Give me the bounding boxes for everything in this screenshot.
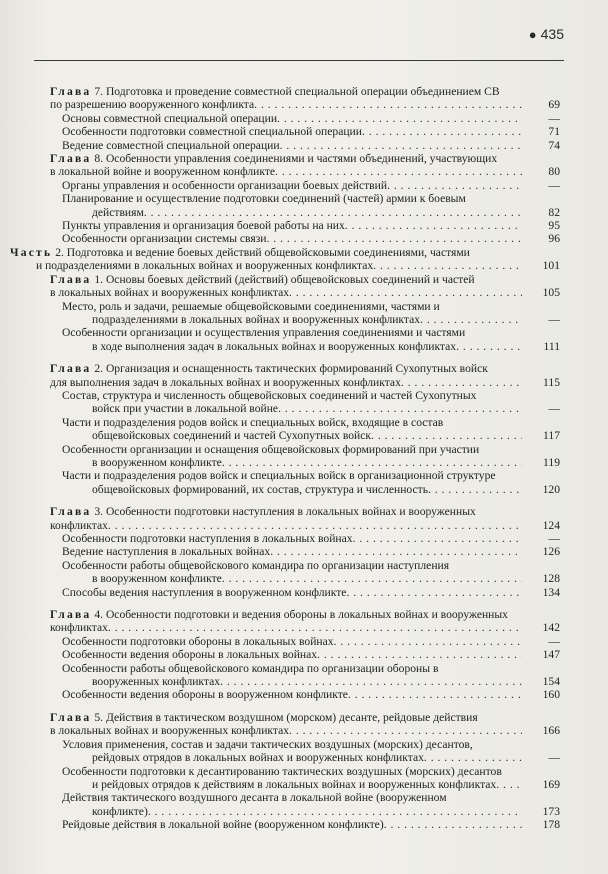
toc-entry-title: Особенности ведения обороны в локальных войнах — [62, 648, 318, 662]
toc-page-number: 142 — [542, 621, 560, 635]
dot-leader — [289, 724, 522, 737]
toc-spacer — [10, 496, 560, 505]
toc-entry-title: 8. Особенности управления соединениями и частями объединений, участвующих — [94, 152, 498, 166]
toc-page-number: 95 — [548, 219, 560, 233]
toc-entry-title: Особенности подготовки наступления в локальных войнах — [62, 532, 353, 545]
toc-entry-title: Место, роль и задачи, решаемые общевойсковыми соединениями, частями и — [62, 299, 440, 313]
toc-section-entry[interactable] — [10, 192, 560, 219]
toc-entry-title: Части и подразделения родов войск и специальных войск в организационной структуре — [62, 469, 496, 483]
toc-page-number: 178 — [542, 818, 560, 832]
toc-chapter-entry[interactable] — [10, 152, 560, 179]
toc-section-entry[interactable] — [10, 586, 560, 599]
toc-entry-title: по разрешению вооруженного конфликта — [50, 98, 255, 112]
toc-entry-title: Особенности ведения обороны в вооруженном конфликте — [62, 688, 348, 702]
toc-entry-title: 4. Особенности подготовки и ведения обороны в локальных войнах и вооруженных — [94, 608, 508, 622]
toc-page-number: 166 — [542, 724, 560, 738]
toc-entry-title: 7. Подготовка и проведение совместной специальной операции объединением СВ — [94, 85, 500, 98]
toc-entry-title: Действия тактического воздушного десанта в локальной войне (вооруженном — [62, 791, 447, 805]
toc-section-entry[interactable] — [10, 326, 560, 353]
dot-leader — [348, 688, 522, 701]
toc-entry-title: Ведение совместной специальной операции — [62, 138, 280, 152]
toc-entry-title: 1. Основы боевых действий (действий) общевойсковых соединений и частей — [94, 272, 475, 286]
toc-part-entry[interactable] — [10, 246, 560, 273]
toc-page-number: 82 — [548, 205, 560, 219]
toc-entry-title: Особенности подготовки к десантированию тактических воздушных (морских) десантов — [62, 764, 502, 778]
toc-entry-title: Органы управления и особенности организации боевых действий — [62, 178, 388, 192]
toc-spacer — [10, 599, 560, 608]
toc-entry-title: Условия применения, состав и задачи тактических воздушных (морских) десантов, — [62, 737, 473, 751]
toc-page-number: 117 — [543, 429, 560, 443]
toc-entry-title: и рейдовых отрядов к действиям в локальных войнах и вооруженных конфликтах — [92, 777, 497, 791]
toc-entry-title: в вооруженном конфликте — [92, 455, 222, 469]
dot-leader — [496, 778, 522, 791]
toc-entry-title: Ведение наступления в локальных войнах — [62, 545, 271, 559]
toc-section-entry[interactable] — [10, 791, 560, 818]
toc-page-number: 128 — [542, 572, 560, 586]
toc-entry-title: в ходе выполнения задач в локальных войнах и вооруженных конфликтах — [92, 339, 457, 353]
toc-entry-title: Особенности организации и оснащения общевойсковых формирований при участии — [62, 442, 480, 456]
toc-entry-title: 2. Организация и оснащенность тактических формирований Сухопутных войск — [94, 362, 488, 376]
dot-leader — [277, 112, 522, 125]
dot-leader — [373, 259, 522, 272]
toc-entry-title: общевойсковых соединений и частей Сухопутных войск — [92, 429, 372, 443]
toc-page-number: 115 — [543, 375, 560, 389]
dot-leader — [275, 165, 522, 178]
dot-leader — [280, 139, 522, 152]
toc-section-entry[interactable] — [10, 662, 560, 689]
toc-entry-prefix: Глава — [50, 505, 92, 519]
dot-leader — [289, 286, 522, 299]
dot-leader — [220, 675, 522, 688]
toc-page-number: 69 — [548, 98, 560, 112]
toc-page-number: — — [548, 402, 560, 416]
toc-entry-title: Особенности подготовки обороны в локальных войнах — [62, 634, 334, 648]
dot-leader — [108, 519, 522, 532]
toc-entry-title: конфликтах — [50, 621, 108, 635]
toc-entry-title: 2. Подготовка и ведение боевых действий общевойсковыми соединениями, частями — [55, 245, 470, 259]
toc-section-entry[interactable] — [10, 125, 560, 138]
toc-entry-title: Части и подразделения родов войск и специальных войск, входящие в состав — [62, 415, 444, 429]
toc-section-entry[interactable] — [10, 443, 560, 470]
toc-entry-title: Рейдовые действия в локальной войне (вооруженном конфликте) — [62, 818, 384, 832]
dot-leader — [222, 572, 522, 585]
toc-entry-title: в локальной войне и вооруженном конфликте — [50, 165, 276, 179]
toc-entry-title: и подразделениями в локальных войнах и вооруженных конфликтах — [36, 259, 374, 273]
toc-page-number: 120 — [542, 482, 560, 496]
dot-leader — [420, 313, 522, 326]
dot-leader — [345, 219, 522, 232]
toc-entry-title: в локальных войнах и вооруженных конфликтах — [50, 286, 290, 300]
toc-spacer — [10, 702, 560, 711]
toc-entry-title: Особенности работы общевойскового командира по организации наступления — [62, 558, 450, 572]
toc-page-number: 74 — [548, 138, 560, 152]
toc-page-number: 71 — [548, 125, 560, 139]
toc-section-entry[interactable] — [10, 469, 560, 496]
toc-page-number: — — [548, 178, 560, 192]
dot-leader — [148, 805, 522, 818]
toc-entry-title: Основы совместной специальной операции — [62, 111, 278, 125]
toc-entry-prefix: Глава — [50, 362, 92, 376]
toc-section-entry[interactable] — [10, 545, 560, 558]
toc-section-entry[interactable] — [10, 416, 560, 443]
toc-section-entry[interactable] — [10, 765, 560, 792]
dot-leader — [424, 751, 522, 764]
toc-page-number: — — [548, 634, 560, 648]
toc-entry-title: 5. Действия в тактическом воздушном (морском) десанте, рейдовые действия — [94, 710, 478, 724]
dot-leader — [254, 98, 522, 111]
dot-leader — [456, 340, 522, 353]
toc-entry-title: рейдовых отрядов в локальных войнах и вооруженных конфликтах — [92, 751, 424, 765]
toc-page-number: 80 — [548, 165, 560, 179]
dot-leader — [362, 125, 522, 138]
dot-leader — [266, 232, 522, 245]
dot-leader — [317, 648, 522, 661]
toc-entry-prefix: Глава — [50, 152, 92, 166]
toc-entry-prefix: Глава — [50, 272, 92, 286]
toc-section-entry[interactable] — [10, 635, 560, 648]
toc-entry-title: подразделениями в локальных войнах и вооруженных конфликтах — [92, 312, 421, 326]
toc-entry-title: действиям — [92, 205, 144, 219]
page-number: 435 — [540, 26, 564, 42]
toc-section-entry[interactable] — [10, 179, 560, 192]
bullet-icon: ● — [528, 27, 537, 42]
toc-section-entry[interactable] — [10, 648, 560, 661]
toc-chapter-entry[interactable] — [10, 608, 560, 635]
toc-page-number: 147 — [542, 648, 560, 662]
toc-page-number: 101 — [542, 259, 560, 273]
toc-page-number: — — [548, 532, 560, 545]
toc-entry-title: Пункты управления и организация боевой работы на них — [62, 219, 345, 233]
toc-page-number: 105 — [542, 286, 560, 300]
table-of-contents — [10, 85, 560, 832]
header-rule — [34, 60, 564, 61]
toc-chapter-entry[interactable] — [10, 273, 560, 300]
toc-page-number: 173 — [542, 804, 560, 818]
dot-leader — [401, 376, 522, 389]
dot-leader — [371, 429, 522, 442]
dot-leader — [384, 818, 522, 831]
dot-leader — [278, 402, 522, 415]
dot-leader — [353, 532, 522, 545]
toc-section-entry[interactable] — [10, 300, 560, 327]
dot-leader — [270, 545, 522, 558]
dot-leader — [334, 635, 522, 648]
toc-page-number: 126 — [542, 545, 560, 559]
toc-spacer — [10, 353, 560, 362]
toc-section-entry[interactable] — [10, 232, 560, 245]
dot-leader — [387, 179, 522, 192]
toc-section-entry[interactable] — [10, 559, 560, 586]
toc-entry-title: вооруженных конфликтах — [92, 675, 221, 689]
toc-page-number: — — [548, 312, 560, 326]
toc-entry-title: 3. Особенности подготовки наступления в локальных войнах и вооруженных — [94, 505, 476, 519]
toc-entry-title: Особенности организации системы связи — [62, 232, 267, 246]
toc-section-entry[interactable] — [10, 389, 560, 416]
toc-section-entry[interactable] — [10, 818, 560, 831]
toc-section-entry[interactable] — [10, 532, 560, 545]
toc-section-entry[interactable] — [10, 139, 560, 152]
toc-entry-prefix: Глава — [50, 710, 92, 724]
toc-entry-title: для выполнения задач в локальных войнах и вооруженных конфликтах — [50, 375, 401, 389]
toc-page-number: 119 — [543, 455, 560, 469]
toc-entry-title: Особенности организации и осуществления управления соединениями и частями — [62, 326, 466, 340]
toc-chapter-entry[interactable] — [10, 362, 560, 389]
toc-page-number: 124 — [542, 518, 560, 532]
toc-entry-title: Особенности работы общевойскового командира по организации обороны в — [62, 661, 439, 675]
toc-page-number: 111 — [543, 339, 560, 353]
dot-leader — [108, 621, 522, 634]
toc-entry-title: в локальных войнах и вооруженных конфликтах — [50, 724, 290, 738]
dot-leader — [222, 456, 522, 469]
toc-section-entry[interactable] — [10, 688, 560, 701]
toc-entry-title: конфликте) — [92, 804, 148, 818]
toc-entry-title: войск при участии в локальной войне — [92, 402, 279, 416]
dot-leader — [144, 206, 522, 219]
dot-leader — [346, 586, 522, 599]
toc-section-entry[interactable] — [10, 219, 560, 232]
toc-page-number: 154 — [542, 675, 560, 689]
toc-entry-title: Состав, структура и численность общевойсковых соединений и частей Сухопутных — [62, 388, 477, 402]
toc-page-number: 160 — [542, 688, 560, 702]
toc-entry-prefix: Глава — [50, 85, 92, 98]
toc-entry-title: в вооруженном конфликте — [92, 572, 222, 586]
toc-entry-title: конфликтах — [50, 518, 108, 532]
dot-leader — [428, 483, 522, 496]
toc-page-number: 96 — [548, 232, 560, 246]
toc-entry-prefix: Часть — [10, 245, 53, 259]
toc-page-number: — — [548, 111, 560, 125]
toc-page-number: — — [548, 751, 560, 765]
toc-page-number: 134 — [542, 585, 560, 599]
toc-entry-title: Особенности подготовки совместной специальной операции — [62, 125, 362, 139]
toc-chapter-entry[interactable] — [10, 711, 560, 738]
toc-entry-title: Способы ведения наступления в вооруженном конфликте — [62, 585, 347, 599]
toc-section-entry[interactable] — [10, 112, 560, 125]
toc-entry-prefix: Глава — [50, 608, 92, 622]
page-header — [529, 26, 564, 42]
toc-section-entry[interactable] — [10, 738, 560, 765]
toc-entry-title: общевойсковых формирований, их состав, структура и численность — [92, 482, 428, 496]
toc-chapter-entry[interactable] — [10, 505, 560, 532]
toc-chapter-entry[interactable] — [10, 85, 560, 112]
toc-entry-title: Планирование и осуществление подготовки соединений (частей) армии к боевым — [62, 192, 466, 206]
toc-page-number: 169 — [542, 777, 560, 791]
